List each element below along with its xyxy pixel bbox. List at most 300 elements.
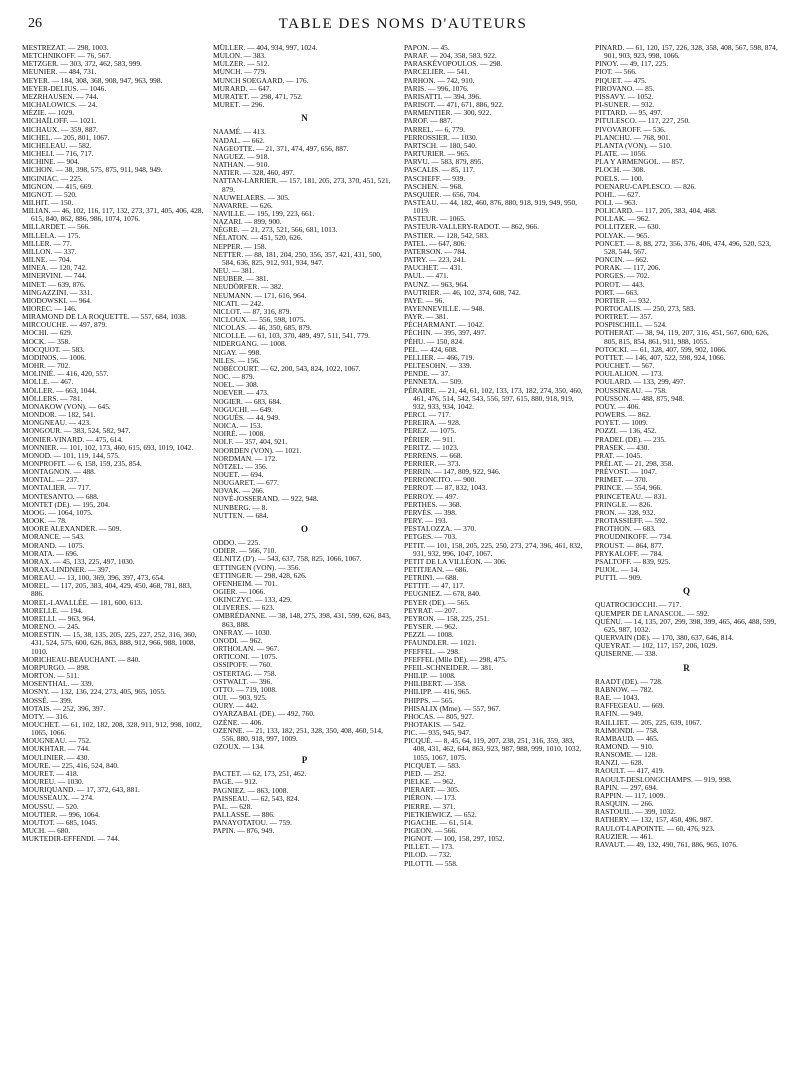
- index-entry: PORTOCALIS. — 250, 273, 583.: [595, 304, 696, 313]
- index-entry: PENDE. — 37.: [404, 369, 450, 379]
- index-entry: PFEFFEL (Mlle DE). — 298, 475.: [404, 654, 507, 664]
- index-entry: PARMENTIER. — 300, 922.: [404, 108, 492, 118]
- index-entry: MOSENTHAL. — 339.: [22, 679, 94, 689]
- index-entry: PIC. — 935, 945, 947.: [404, 728, 471, 738]
- index-entry: PFEFFEL. — 298.: [404, 646, 460, 656]
- index-entry: NOGUÈS. — 44, 949.: [213, 412, 280, 422]
- index-entry: NETTER. — 88, 181, 204, 250, 356, 357, 421, 431, 500, 584, 636, 825, 912, 931, 934, 947.: [213, 249, 384, 267]
- index-entry: PHISALIX (Mme). — 557, 967.: [404, 703, 501, 713]
- index-entry: NAAMÉ. — 413.: [213, 127, 266, 137]
- index-entry: MOUCHET. — 61, 102, 182, 208, 328, 911, 912, 998, 1002, 1065, 1066.: [22, 719, 204, 738]
- index-entry: PARAF. — 204, 358, 583, 922.: [404, 51, 497, 61]
- index-entry: PARREL. — 6, 779.: [404, 124, 465, 134]
- index-entry: MOTY. — 316.: [22, 711, 69, 721]
- index-entry: PRINCETEAU. — 831.: [595, 491, 667, 501]
- index-entry: RAMOND. — 910.: [595, 741, 654, 751]
- index-entry: RAILLIET. — 205, 225, 639, 1067.: [595, 717, 702, 727]
- index-entry: NIGAY. — 998.: [213, 347, 262, 357]
- index-entry: POUCHET. — 567.: [595, 361, 655, 371]
- index-entry: PASTEUR-VALLERY-RADOT. — 862, 966.: [404, 222, 539, 232]
- index-entry: MOUSSU. — 520.: [22, 801, 79, 811]
- index-entry: MONDOR. — 182, 541.: [22, 410, 96, 420]
- index-entry: PONCIN. — 662.: [595, 255, 649, 265]
- index-entry: PARISOT. — 471, 671, 886, 922.: [404, 100, 504, 110]
- index-entry: NAZARI. — 899, 900.: [213, 217, 282, 227]
- index-entry: PAYE. — 96.: [404, 295, 445, 305]
- index-entry: PAUTRIER. — 46, 102, 374, 608, 742.: [404, 287, 521, 297]
- index-entry: NILES. — 156.: [213, 355, 260, 365]
- index-entry: PERROSSIER. — 1030.: [404, 132, 478, 142]
- index-entry: PARASKÉVOPOULOS. — 298.: [404, 59, 503, 69]
- index-entry: RABNOW. — 782.: [595, 684, 654, 694]
- index-entry: PETRINI. — 688.: [404, 573, 459, 583]
- index-entry: PETIT DE LA VILLÉON. — 306.: [404, 556, 507, 566]
- index-entry: NOEVER. — 473.: [213, 388, 269, 398]
- index-entry: PARHON. — 742, 910.: [404, 75, 475, 85]
- index-entry: POLYAK. — 965.: [595, 230, 650, 240]
- index-entry: RAULOT-LAPOINTE. — 60, 476, 923.: [595, 823, 715, 833]
- index-entry: NOBÉCOURT. — 62, 200, 543, 824, 1022, 1067.: [213, 363, 361, 373]
- index-entry: NIDERGANG. — 1008.: [213, 339, 287, 349]
- index-entry: MULON. — 383.: [213, 51, 266, 61]
- index-entry: NOEL. — 308.: [213, 380, 259, 390]
- index-entry: PÉRAIRE. — 21, 44, 61, 102, 133, 173, 182, 274, 350, 460, 461, 476, 514, 542, 543, 556, 597, 615, 880, 918, 919, 932, 933, 934, 1042.: [404, 385, 585, 411]
- index-entry: MIGINIAC. — 225.: [22, 173, 83, 183]
- index-entry: PISSAVY. — 1052.: [595, 91, 654, 101]
- index-entry: PHOCAS. — 805, 927.: [404, 711, 474, 721]
- index-entry: RATHERY. — 132, 157, 450, 496, 987.: [595, 815, 713, 825]
- index-entry: PARIS. — 996, 1076.: [404, 83, 469, 93]
- index-entry: PESTALOZZA. — 370.: [404, 524, 477, 534]
- index-entry: MORAX-LINDNER. — 397.: [22, 565, 111, 574]
- index-entry: PIÉRON. — 173.: [404, 793, 457, 803]
- index-entry: MORAX. — 45, 133, 225, 497, 1030.: [22, 556, 135, 566]
- index-entry: MOSNY. — 132, 136, 224, 273, 405, 965, 1055.: [22, 687, 166, 697]
- index-entry: POTHERAT. — 38, 94, 119, 207, 316, 451, 567, 600, 626, 805, 815, 854, 861, 911, 988, 1055.: [595, 328, 771, 346]
- index-entry: PASCHEN. — 968.: [404, 181, 463, 191]
- index-entry: PRIMET. — 370.: [595, 475, 648, 485]
- index-entry: NOICA. — 153.: [213, 421, 263, 431]
- index-entry: PROUST. — 864, 877.: [595, 540, 664, 550]
- index-entry: POUSSON. — 488, 875, 948.: [595, 393, 685, 403]
- index-entry: MOORE ALEXANDER. — 509.: [22, 524, 122, 534]
- index-entry: QUATROCIOCCHI. — 717.: [595, 600, 682, 610]
- index-entry: MONTESANTO. — 688.: [22, 491, 99, 501]
- index-column-4: [595, 44, 778, 868]
- index-entry: MICHAÏLOFF. — 1021.: [22, 116, 97, 126]
- index-entry: PAGNIEZ. — 863, 1008.: [213, 785, 289, 795]
- index-entry: MORICHEAU-BEAUCHANT. — 840.: [22, 654, 141, 664]
- index-entry: PIED. — 252.: [404, 768, 447, 778]
- section-letter-heading: R: [683, 662, 690, 673]
- index-entry: POUY. — 406.: [595, 401, 641, 411]
- index-entry: MURARD. — 647.: [213, 83, 272, 93]
- index-entry: MICHAUX. — 359, 887.: [22, 124, 98, 134]
- index-entry: OYARZABAL (DE). — 492, 760.: [213, 709, 315, 719]
- index-entry: MILHIT. — 150.: [22, 197, 74, 207]
- index-entry: PAGE. — 912.: [213, 777, 258, 787]
- index-entry: OGIER. — 1066.: [213, 587, 266, 596]
- index-entry: PASQUIER. — 656, 704.: [404, 189, 481, 199]
- index-entry: PERCI. — 717.: [404, 410, 451, 420]
- index-entry: MÖLLERS. — 781.: [22, 393, 83, 403]
- index-entry: MOOK. — 78.: [22, 516, 67, 526]
- index-entry: POLICARD. — 117, 205, 383, 404, 468.: [595, 206, 717, 216]
- index-entry: NOIRÉ. — 1008.: [213, 429, 266, 439]
- index-entry: PEYRAT. — 207.: [404, 605, 458, 615]
- index-entry: PEYRON. — 158, 225, 251.: [404, 613, 489, 623]
- index-column-2: [213, 44, 396, 868]
- index-entry: RAPIN. — 297, 694.: [595, 782, 658, 792]
- index-entry: MONTET (DE). — 195, 204.: [22, 499, 110, 509]
- index-entry: MORAND. — 1075.: [22, 540, 85, 550]
- index-entry: PAROF. — 887.: [404, 116, 453, 126]
- index-entry: PORAK. — 117, 206.: [595, 263, 661, 273]
- index-entry: ONODI. — 962.: [213, 635, 263, 645]
- index-entry: QUEYRAT. — 102, 117, 157, 206, 1029.: [595, 641, 718, 651]
- index-entry: PELTESOHN. — 339.: [404, 361, 472, 371]
- index-entry: PASCALIS. — 85, 117.: [404, 165, 475, 175]
- index-entry: PERY. — 193.: [404, 516, 448, 526]
- index-entry: PELLIER. — 466, 719.: [404, 352, 475, 362]
- index-entry: NICLOUX. — 556, 598, 1075.: [213, 315, 306, 324]
- index-entry: MINEA. — 120, 742.: [22, 263, 87, 273]
- index-entry: MOHR. — 702.: [22, 361, 71, 371]
- index-entry: POWERS. — 862.: [595, 410, 651, 420]
- index-entry: PIOT. — 566.: [595, 67, 637, 77]
- index-entry: ODDO. — 225.: [213, 538, 261, 548]
- index-entry: POELS. — 100.: [595, 173, 644, 183]
- index-entry: PORTIER. — 932.: [595, 295, 652, 305]
- index-entry: MOCK. — 358.: [22, 336, 71, 346]
- index-entry: PIGACHE. — 61, 514.: [404, 817, 473, 827]
- index-entry: MIOREC. — 146.: [22, 304, 77, 313]
- index-entry: MOURIQUAND. — 17, 372, 643, 881.: [22, 785, 140, 795]
- index-entry: NAVILLE. — 195, 199, 223, 661.: [213, 208, 315, 218]
- index-entry: MUKTEDIR-EFFENDI. — 744.: [22, 834, 120, 844]
- index-entry: MONGOUR. — 383, 524, 582, 947.: [22, 426, 131, 436]
- index-entry: MODINOS. — 1006.: [22, 352, 87, 362]
- index-entry: MONTAGNON. — 488.: [22, 467, 96, 477]
- index-entry: PARTURIER. — 965.: [404, 149, 470, 159]
- index-entry: MUNCH SOEGAARD. — 176.: [213, 75, 309, 85]
- index-entry: PILOD. — 732.: [404, 850, 452, 860]
- index-entry: MICHEL. — 205, 801, 1067.: [22, 132, 110, 142]
- index-entry: RAOULT-DESLONGCHAMPS. — 919, 998.: [595, 774, 732, 784]
- page-title: TABLE DES NOMS D'AUTEURS: [278, 16, 528, 32]
- index-entry: PANAYOTATOU. — 759.: [213, 818, 292, 828]
- index-entry: PONCET. — 8, 88, 272, 356, 376, 406, 474, 496, 520, 523, 528, 544, 567.: [595, 238, 773, 256]
- index-entry: PIERART. — 305.: [404, 785, 460, 795]
- index-entry: MONNIER. — 101, 102, 173, 460, 615, 693, 1019, 1042.: [22, 442, 194, 452]
- index-entry: PERRIER. — 373.: [404, 458, 461, 468]
- index-entry: MICHALOWICS. — 24.: [22, 100, 98, 110]
- index-entry: PÉCHARMANT. — 1042.: [404, 320, 484, 330]
- index-entry: NEUMANN. — 171, 616, 964.: [213, 290, 307, 300]
- index-entry: MOUKHTAR. — 744.: [22, 744, 90, 754]
- index-entry: MIRCOUCHE. — 497, 879.: [22, 320, 107, 330]
- index-entry: PERVÈS. — 398.: [404, 507, 457, 517]
- index-entry: RAVAUT. — 49, 132, 490, 761, 886, 965, 1076.: [595, 839, 738, 849]
- index-entry: NATHAN. — 910.: [213, 160, 270, 170]
- index-entry: MOSSÉ. — 399.: [22, 695, 73, 705]
- index-entry: MEYER. — 184, 308, 368, 908, 947, 963, 998.: [22, 75, 163, 85]
- index-entry: MORATA. — 696.: [22, 548, 79, 558]
- index-entry: PARCELIER. — 541.: [404, 67, 470, 77]
- index-entry: PINARD. — 61, 120, 157, 226, 328, 358, 408, 567, 598, 874, 901, 903, 923, 998, 1066.: [595, 43, 780, 61]
- index-entry: PFEIL-SCHNEIDER. — 381.: [404, 662, 494, 672]
- index-entry: MORENO. — 245.: [22, 622, 80, 632]
- index-entry: NOC. — 879.: [213, 372, 255, 382]
- index-entry: MOOG. — 1064, 1075.: [22, 507, 93, 517]
- index-entry: PIGEON. — 566.: [404, 826, 457, 835]
- index-entry: RAFFEGEAU. — 669.: [595, 701, 665, 711]
- index-entry: MILIAN. — 46, 102, 116, 117, 132, 273, 371, 405, 406, 428, 615, 840, 862, 886, 986, 1074, 1076.: [22, 206, 206, 224]
- index-entry: OKINCZYC. — 133, 429.: [213, 595, 292, 605]
- index-entry: POTOCKI. — 61, 328, 407, 599, 902, 1066.: [595, 344, 727, 354]
- index-entry: ŒTTINGEN (VON). — 356.: [213, 562, 301, 572]
- index-entry: OSTWALT. — 396.: [213, 676, 273, 686]
- index-columns: [22, 44, 784, 868]
- index-entry: MICHINE. — 904.: [22, 157, 80, 167]
- index-entry: MILLARDET. — 566.: [22, 222, 91, 232]
- index-entry: PLATE. — 1056.: [595, 149, 647, 159]
- index-entry: PEL. — 424, 608.: [404, 344, 458, 354]
- index-entry: MOTAIS. — 252, 396, 397.: [22, 703, 106, 713]
- index-entry: NADAL. — 662.: [213, 135, 265, 145]
- index-entry: NÉLATON. — 451, 520, 626.: [213, 233, 303, 243]
- index-entry: MINET. — 639, 876.: [22, 279, 86, 289]
- index-entry: PAPON. — 45.: [404, 43, 450, 52]
- index-entry: NOUET. — 694.: [213, 469, 264, 479]
- index-entry: PHILIBERT. — 358.: [404, 679, 467, 689]
- index-entry: PIGNOT. — 100, 158, 297, 1052.: [404, 834, 505, 844]
- index-entry: NOORDEN (VON). — 1021.: [213, 445, 302, 455]
- index-entry: PAYENNEVILLE. — 948.: [404, 304, 485, 313]
- index-entry: NEU. — 381.: [213, 266, 255, 276]
- index-entry: MÜLLER. — 404, 934, 997, 1024.: [213, 43, 318, 52]
- index-entry: NAGUEZ. — 918.: [213, 151, 270, 161]
- index-entry: ONFRAY. — 1030.: [213, 627, 272, 637]
- index-entry: MILLELA. — 175.: [22, 230, 81, 240]
- index-entry: PETTIT. — 47, 117.: [404, 581, 465, 591]
- index-entry: PLANTA (VON). — 510.: [595, 140, 672, 150]
- index-entry: POENARU-CAPLESCO. — 826.: [595, 181, 697, 191]
- index-entry: MOUGNEAU. — 752.: [22, 736, 91, 746]
- index-entry: NÈGRE. — 21, 273, 521, 566, 681, 1013.: [213, 225, 338, 235]
- index-entry: PÉCHIN. — 395, 397, 497.: [404, 328, 487, 338]
- index-entry: QUEMPER DE LANASCOL. — 592.: [595, 608, 710, 618]
- index-entry: NICLOT. — 87, 316, 879.: [213, 306, 292, 316]
- index-entry: PITULESCO. — 117, 227, 250.: [595, 116, 690, 126]
- index-entry: NAGEOTTE. — 21, 371, 474, 497, 656, 887.: [213, 143, 349, 153]
- index-entry: PIERRE. — 371.: [404, 801, 456, 811]
- index-entry: PEYSER. — 962.: [404, 622, 458, 632]
- index-entry: MOURE. — 225, 416, 524, 840.: [22, 760, 119, 770]
- index-entry: POSPISCHILL. — 524.: [595, 320, 667, 330]
- index-entry: POYET. — 1009.: [595, 418, 648, 428]
- index-entry: RAUZIER. — 461.: [595, 831, 653, 841]
- index-entry: NUTTEN. — 684.: [213, 510, 269, 520]
- index-entry: PHILIPP. — 416, 965.: [404, 687, 471, 697]
- index-entry: NAUWELAERS. — 305.: [213, 192, 290, 202]
- index-entry: OTTO. — 719, 1008.: [213, 684, 277, 694]
- index-entry: PATEL. — 647, 806.: [404, 238, 467, 248]
- index-entry: QUISERNE. — 338.: [595, 649, 658, 659]
- index-entry: MOLLE. — 467.: [22, 377, 74, 387]
- index-entry: MINERVINI. — 744.: [22, 271, 87, 281]
- index-entry: PERROT. — 87, 832, 1043.: [404, 483, 488, 493]
- index-entry: QUÉNU. — 14, 135, 207, 299, 398, 399, 465, 466, 488, 599, 625, 987, 1032.: [595, 616, 778, 634]
- index-entry: MOREAU. — 13, 100, 369, 396, 397, 473, 654.: [22, 573, 165, 583]
- index-entry: RANSOME. — 128.: [595, 750, 658, 760]
- index-entry: MEUNIER. — 484, 731.: [22, 67, 97, 77]
- index-entry: PILOTTI. — 558.: [404, 858, 458, 868]
- index-entry: POUSSINEAU. — 758.: [595, 385, 667, 395]
- index-entry: PEZZI. — 1008.: [404, 630, 454, 640]
- index-entry: PETIT. — 101, 158, 205, 225, 250, 273, 274, 396, 461, 832, 931, 932, 996, 1047, 1067.: [404, 540, 585, 558]
- index-entry: NOUGARET. — 677.: [213, 478, 279, 488]
- index-entry: PRASEK. — 430.: [595, 442, 650, 452]
- index-entry: NORDMAN. — 172.: [213, 453, 278, 463]
- index-entry: PRAT. — 1045.: [595, 450, 643, 460]
- index-entry: OSTERTAG. — 758.: [213, 668, 277, 678]
- index-entry: PUTTI. — 909.: [595, 573, 642, 583]
- index-entry: MONIER-VINARD. — 475, 614.: [22, 434, 124, 444]
- index-entry: PEYER (DE). — 565.: [404, 597, 470, 607]
- index-entry: MIGNOT. — 520.: [22, 189, 77, 199]
- index-entry: MIODOWSKI. — 964.: [22, 295, 92, 305]
- index-entry: PHILIP. — 1008.: [404, 671, 456, 681]
- index-entry: MOCQUOT. — 583.: [22, 344, 85, 354]
- index-entry: NICOLAS. — 46, 350, 685, 879.: [213, 323, 312, 333]
- index-entry: OMBRÉDANNE. — 38, 148, 275, 398, 431, 599, 626, 843, 863, 888.: [213, 611, 393, 629]
- index-entry: MORTON. — 511.: [22, 671, 80, 681]
- index-entry: PLANCHU. — 768, 901.: [595, 132, 671, 142]
- index-entry: MÉZIE. — 1029.: [22, 108, 75, 118]
- index-entry: RAOULT. — 417, 419.: [595, 766, 665, 776]
- index-entry: MONPROFIT. — 6, 158, 159, 235, 854.: [22, 458, 142, 468]
- index-entry: PITTARD. — 95, 497.: [595, 108, 663, 118]
- index-entry: PRINCE. — 554, 966.: [595, 483, 662, 493]
- index-entry: NOVÉ-JOSSERAND. — 922, 948.: [213, 494, 319, 504]
- index-entry: PUJOL. — 14.: [595, 565, 640, 574]
- index-entry: PEUGNIEZ. — 678, 840.: [404, 589, 481, 599]
- index-entry: MOUTIER. — 996, 1064.: [22, 809, 101, 819]
- index-entry: MORPURGO. — 898.: [22, 662, 90, 672]
- index-entry: MURATET. — 298, 471, 752.: [213, 91, 303, 101]
- index-entry: PAUCHET. — 431.: [404, 263, 463, 273]
- index-entry: RAFIN. — 949.: [595, 709, 644, 719]
- index-entry: PEREIRA. — 928.: [404, 418, 461, 428]
- index-entry: ŒLNITZ (D'). — 543, 637, 758, 825, 1066, 1067.: [213, 554, 362, 564]
- index-column-3: [404, 44, 587, 868]
- index-entry: MOREL. — 117, 205, 383, 404, 429, 450, 468, 781, 883, 886.: [22, 581, 194, 599]
- index-entry: PAISSEAU. — 62, 543, 824.: [213, 793, 300, 803]
- index-entry: MILLER. — 77.: [22, 238, 72, 248]
- index-entry: PRADEL (DE). — 235.: [595, 434, 666, 444]
- index-entry: NUNBERG. — 8.: [213, 502, 268, 512]
- index-entry: MORELLI. — 963, 964.: [22, 613, 96, 623]
- index-entry: MONGNEAU. — 423.: [22, 418, 91, 428]
- index-entry: RAADT (DE). — 728.: [595, 676, 663, 686]
- index-entry: PERRENS. — 668.: [404, 450, 463, 460]
- index-entry: POLLITZER. — 630.: [595, 222, 661, 232]
- index-entry: MESTREZAT. — 298, 1003.: [22, 43, 109, 52]
- index-entry: MOLINIÉ. — 416, 420, 557.: [22, 369, 109, 379]
- index-entry: QUERVAIN (DE). — 170, 380, 637, 646, 814.: [595, 633, 734, 643]
- index-entry: PENNETA. — 509.: [404, 377, 463, 387]
- index-entry: PAUL. — 471.: [404, 271, 449, 281]
- index-entry: OLIVERES. — 623.: [213, 603, 275, 613]
- index-entry: PIELKE. — 962.: [404, 777, 456, 787]
- index-entry: NATTAN-LARRIER. — 157, 181, 205, 273, 370, 451, 521, 879.: [213, 176, 393, 194]
- index-entry: PEREZ. — 1075.: [404, 426, 457, 436]
- index-entry: POULALION. — 173.: [595, 369, 664, 379]
- index-entry: MICHELI. — 716, 717.: [22, 149, 94, 159]
- index-entry: PORTRET. — 357.: [595, 312, 653, 322]
- index-entry: POLLAK. — 962.: [595, 214, 651, 224]
- index-entry: MOULINIER. — 430.: [22, 752, 90, 762]
- index-entry: MORESTIN. — 15, 38, 135, 205, 225, 227, 252, 316, 360, 431, 524, 575, 600, 626, 863, 888, 912, 966, 988, 1008, 1010.: [22, 630, 199, 656]
- index-entry: PATERSON. — 784.: [404, 246, 467, 256]
- index-entry: MOREL-LAVALLÉE. — 181, 600, 613.: [22, 597, 143, 607]
- index-entry: ŒTTINGER. — 298, 428, 626.: [213, 570, 307, 580]
- index-entry: PHIPPS. — 565.: [404, 695, 455, 705]
- index-entry: MILLON. — 337.: [22, 246, 77, 256]
- index-entry: NOVAK. — 266.: [213, 486, 265, 496]
- index-entry: OFENHEIM. — 701.: [213, 578, 278, 588]
- index-entry: NÖTZEL. — 356.: [213, 461, 268, 471]
- index-entry: MIRAMOND DE LA ROQUETTE. — 557, 684, 1038.: [22, 312, 187, 322]
- index-entry: MONTAL. — 237.: [22, 475, 79, 485]
- index-entry: NICOLLE. — 61, 103, 370, 489, 497, 511, 541, 779.: [213, 331, 370, 341]
- index-entry: PRINGLE. — 826.: [595, 499, 653, 509]
- index-entry: METCHNIKOFF. — 76, 567.: [22, 51, 111, 61]
- index-entry: PIVOVAROFF. — 536.: [595, 124, 666, 134]
- index-entry: MILNE. — 704.: [22, 255, 72, 265]
- index-entry: NOGUCHI. — 649.: [213, 404, 273, 414]
- index-entry: MEYER-DELIUS. — 1046.: [22, 83, 107, 93]
- index-entry: RAIMONDI. — 758.: [595, 725, 659, 735]
- index-entry: MINGAZZINI. — 331.: [22, 287, 93, 297]
- index-entry: PIROVANO. — 85.: [595, 83, 655, 93]
- index-entry: PÉHU. — 150, 824.: [404, 336, 464, 346]
- index-entry: MEZRHAUSEN. — 744.: [22, 91, 99, 101]
- index-entry: MUCH. — 680.: [22, 826, 71, 835]
- index-entry: MORANCE. — 543.: [22, 532, 85, 542]
- index-entry: MICHELEAU. — 582.: [22, 140, 92, 150]
- index-entry: PERROY. — 497.: [404, 491, 459, 501]
- index-entry: PALLASSE. — 886.: [213, 810, 275, 820]
- index-entry: OZÈNE. — 406.: [213, 717, 264, 727]
- index-entry: RANZI. — 628.: [595, 758, 644, 768]
- index-entry: MOUTOT. — 685, 1045.: [22, 817, 98, 827]
- index-entry: NATIER. — 328, 460, 497.: [213, 168, 295, 178]
- index-column-1: [22, 44, 205, 868]
- index-entry: PROTHON. — 683.: [595, 524, 656, 534]
- page-number: 26: [28, 16, 42, 31]
- index-entry: PACTET. — 62, 173, 251, 462.: [213, 769, 307, 779]
- index-entry: MOUSSEAUX. — 274.: [22, 793, 94, 803]
- index-entry: PLA Y ARMENGOL. — 857.: [595, 157, 685, 167]
- index-entry: PI-SUNER. — 932.: [595, 100, 655, 110]
- section-letter-heading: P: [301, 755, 308, 766]
- index-entry: PICQUET. — 583.: [404, 760, 461, 770]
- index-entry: MOCHI. — 629.: [22, 328, 73, 338]
- index-entry: POZZI. — 136, 452.: [595, 426, 657, 436]
- index-entry: MICHON. — 38, 398, 575, 875, 911, 948, 949.: [22, 165, 163, 175]
